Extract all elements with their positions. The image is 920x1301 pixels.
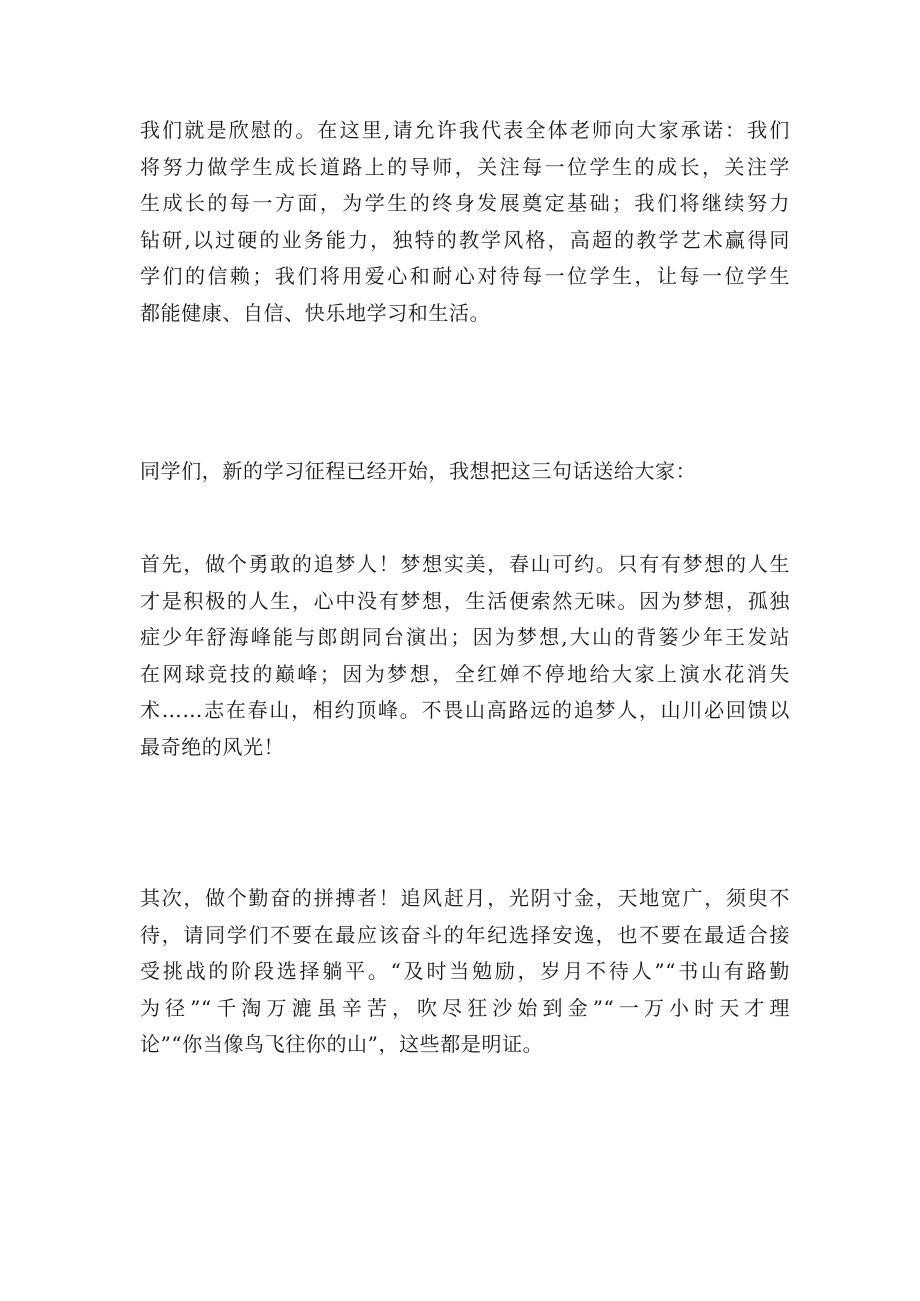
- text-line: 我们就是欣慰的。在这里,请允许我代表全体老师向大家承诺：我们: [140, 118, 790, 142]
- text-line: 其次，做个勤奋的拼搏者！追风赶月，光阴寸金，天地宽广，须臾不: [140, 886, 790, 910]
- text-line: 为径”“千淘万漉虽辛苦，吹尽狂沙始到金”“一万小时天才理: [140, 995, 790, 1020]
- text-line: 受挑战的阶段选择躺平。“及时当勉励，岁月不待人”“书山有路勤: [140, 959, 790, 984]
- text-line: 都能健康、自信、快乐地学习和生活。: [140, 300, 491, 325]
- text-line: 在网球竞技的巅峰；因为梦想，全红婵不停地给大家上演水花消失: [140, 661, 790, 686]
- paragraph-teacher-promise: [140, 112, 790, 332]
- text-line: 将努力做学生成长道路上的导师，关注每一位学生的成长，关注学: [140, 154, 790, 179]
- text-line: 症少年舒海峰能与郎朗同台演出；因为梦想,大山的背篓少年王发站: [140, 625, 790, 650]
- text-line: 术……志在春山，相约顶峰。不畏山高路远的追梦人，山川必回馈以: [140, 698, 790, 723]
- text-line: 论”“你当像鸟飞往你的山”，这些都是明证。: [140, 1032, 544, 1057]
- text-line: 待，请同学们不要在最应该奋斗的年纪选择安逸，也不要在最适合接: [140, 922, 790, 947]
- paragraph-dream-chaser: [140, 546, 790, 766]
- paragraph-hard-worker: [140, 880, 790, 1063]
- text-line: 最奇绝的风光！: [140, 734, 285, 759]
- text-line: 生成长的每一方面，为学生的终身发展奠定基础；我们将继续努力: [140, 191, 790, 216]
- paragraph-three-sentences-intro: [140, 453, 790, 490]
- text-line: 钻研,以过硬的业务能力，独特的教学风格，高超的教学艺术赢得同: [140, 227, 790, 252]
- text-line: 首先，做个勇敢的追梦人！梦想实美，春山可约。只有有梦想的人生: [140, 552, 790, 576]
- text-line: 同学们，新的学习征程已经开始，我想把这三句话送给大家：: [140, 459, 697, 483]
- text-line: 学们的信赖；我们将用爱心和耐心对待每一位学生，让每一位学生: [140, 264, 790, 289]
- text-line: 才是积极的人生，心中没有梦想，生活便索然无味。因为梦想，孤独: [140, 588, 790, 613]
